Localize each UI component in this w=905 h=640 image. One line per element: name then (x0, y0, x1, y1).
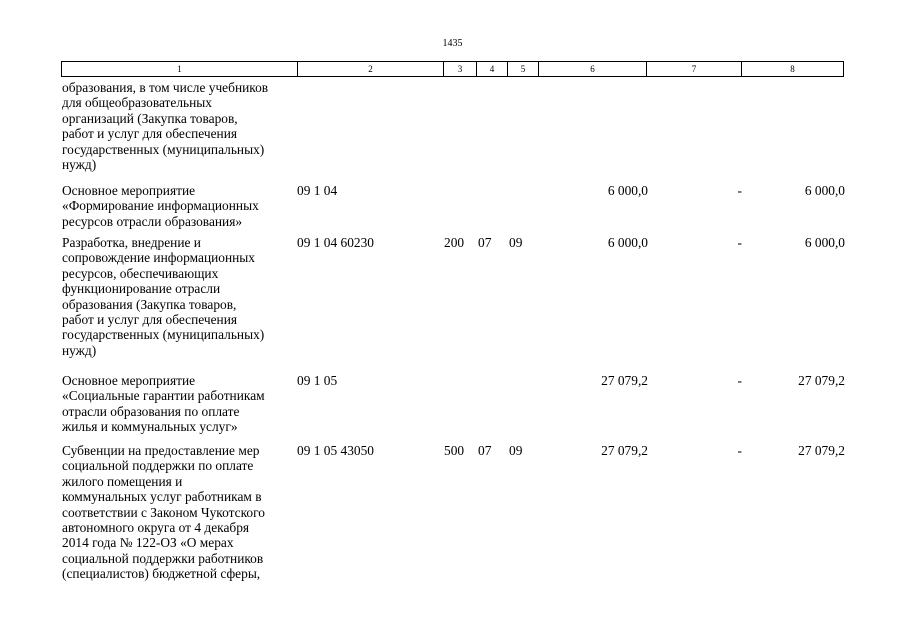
row-code: 09 1 05 (297, 373, 338, 388)
column-header-5: 5 (507, 61, 538, 77)
row-name: Разработка, внедрение и сопровождение информационных ресурсов, обеспечивающих функционирование отрасли образования (Закупка товаров, работ и услуг для обеспечения государственных (муниципальных) нужд) (62, 235, 265, 358)
row-name: Субвенции на предоставление мер социальной поддержки по оплате жилого помещения и коммунальных услуг работникам в соответствии с Законом Чукотского автономного округа от 4 декабря 2014 года № 122-ОЗ «О мерах социальной поддержки работников (специалистов) бюджетной сферы, (62, 443, 265, 582)
row-code: 09 1 05 43050 (297, 443, 374, 458)
row-value-6: 6 000,0 (607, 235, 648, 250)
row-value-8: 6 000,0 (804, 235, 845, 250)
row-value-6: 27 079,2 (601, 373, 648, 388)
row-value-8: 6 000,0 (804, 183, 845, 198)
row-value-7: - (737, 235, 742, 250)
row-vr: 500 (444, 443, 465, 458)
column-header-2: 2 (297, 61, 443, 77)
column-header-7: 7 (646, 61, 741, 77)
row-value-8: 27 079,2 (798, 373, 845, 388)
row-value-6: 6 000,0 (607, 183, 648, 198)
column-header-4: 4 (476, 61, 507, 77)
column-header-8: 8 (741, 61, 844, 77)
row-rz: 07 (478, 235, 492, 250)
row-vr: 200 (444, 235, 465, 250)
row-name: Основное мероприятие «Социальные гарантии работникам отрасли образования по оплате жилья и коммунальных услуг» (62, 373, 265, 435)
row-value-7: - (737, 373, 742, 388)
row-value-6: 27 079,2 (601, 443, 648, 458)
row-rz: 07 (478, 443, 492, 458)
row-name: Основное мероприятие «Формирование информационных ресурсов отрасли образования» (62, 183, 259, 229)
row-value-7: - (737, 183, 742, 198)
row-code: 09 1 04 60230 (297, 235, 374, 250)
column-header-3: 3 (443, 61, 476, 77)
row-value-7: - (737, 443, 742, 458)
row-pr: 09 (509, 443, 523, 458)
row-pr: 09 (509, 235, 523, 250)
page-number: 1435 (442, 38, 463, 49)
column-header-1: 1 (61, 61, 297, 77)
column-header-6: 6 (538, 61, 646, 77)
row-value-8: 27 079,2 (798, 443, 845, 458)
row-code: 09 1 04 (297, 183, 338, 198)
row-name: образования, в том числе учебников для общеобразовательных организаций (Закупка товаров, работ и услуг для обеспечения государственных (муниципальных) нужд) (62, 80, 269, 173)
